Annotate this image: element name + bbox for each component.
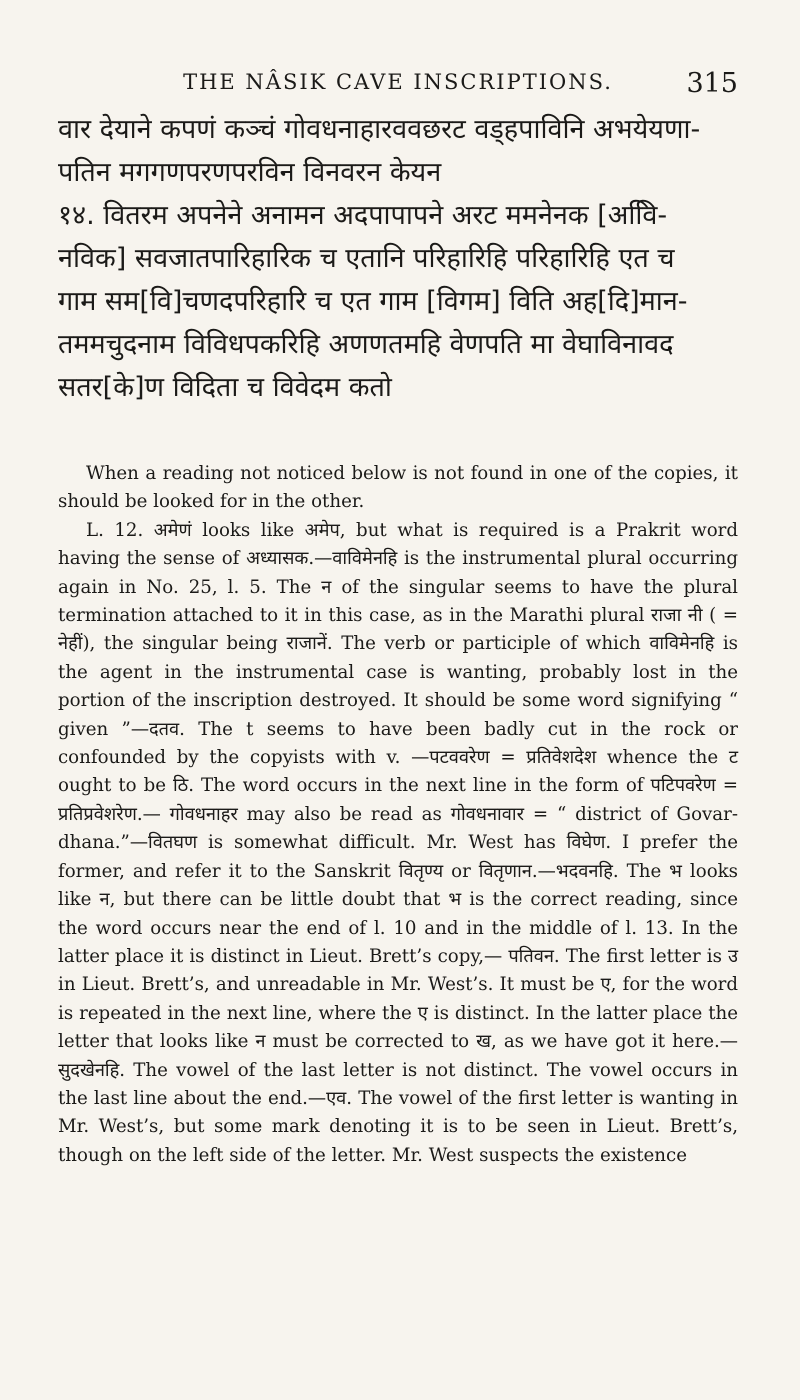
inscription-line: गाम सम[वि]चणदपरिहारि च एत गाम [विगम] विति अह[दि]मान- — [58, 286, 688, 317]
page-number: 315 — [686, 68, 738, 99]
note-paragraph: L. 12. अमेणं looks like अमेप, but what is required is a Prakrit word having the sense of अध्यासक.—वाविमेनहि is the instrumental plural occurring again in No. 25, l. 5. The न of the singular seems to have the plural termination attached to it in this case, as in the Marathi plural राजा नी ( = नेहीं), the singular being राजानें. The verb or participle of which वाविमेनहि is the agent in the instrumental case is wanting, probably lost in the portion of the inscription destroyed. It should be some word signifying “ given ”—दतव. The t seems to have been badly cut in the rock or confounded by the copyists with v. —पटववरेण = प्रतिवेशदेश whence the ट ought to be ठि. The word occurs in the next line in the form of पटिपवरेण = प्रतिप्रवेशरेण.— गोवधनाहर may also be read as गोवधनावार = “ district of Govar-dhana.”—वितघण is somewhat difficult. Mr. West has विघेण. I prefer the former, and refer it to the Sanskrit वितृण्य or वितृणान.—भदवनहि. The भ looks like न, but there can be little doubt that भ is the correct reading, since the word occurs near the end of l. 10 and in the middle of l. 13. In the latter place it is distinct in Lieut. Brett’s copy,— पतिवन. The first letter is उ in Lieut. Brett’s, and unreadable in Mr. West’s. It must be ए, for the word is repeated in the next line, where the ए is distinct. In the latter place the letter that looks like न must be corrected to ख, as we have got it here.—सुदखेनहि. The vowel of the last letter is not distinct. The vowel occurs in the last line about the end.—एव. The vowel of the first letter is wanting in Mr. West’s, but some mark denoting it is to be seen in Lieut. Brett’s, though on the left side of the letter. Mr. West suspects the existence — [58, 519, 738, 1166]
inscription-line: सतर[के]ण विदिता च विवेदम कतो — [58, 372, 392, 403]
inscription-line: वार देयाने कपणं कञ्चं गोवधनाहारववछरट वड्हपाविनि अभयेयणा- — [58, 114, 701, 145]
inscription-line: नविक] सवजातपारिहारिक च एतानि परिहारिहि परिहारिहि एत च — [58, 243, 675, 274]
inscription-text-block — [58, 108, 738, 409]
running-title: THE NÂSIK CAVE INSCRIPTIONS. — [183, 70, 613, 94]
inscription-line: पतिन मगगणपरणपरविन विनवरन केयन — [58, 157, 442, 188]
note-paragraph: When a reading not noticed below is not found in one of the copies, it should be looked for in the other. — [58, 463, 738, 513]
inscription-line: १४. वितरम अपनेने अनामन अदपापापने अरट ममनेनक [अविि- — [58, 200, 668, 231]
inscription-line: तममचुदनाम विविधपकरिहि अणणतमहि वेणपति मा वेघाविनावद — [58, 329, 674, 360]
page-header — [58, 70, 738, 104]
commentary-text — [58, 460, 738, 1170]
